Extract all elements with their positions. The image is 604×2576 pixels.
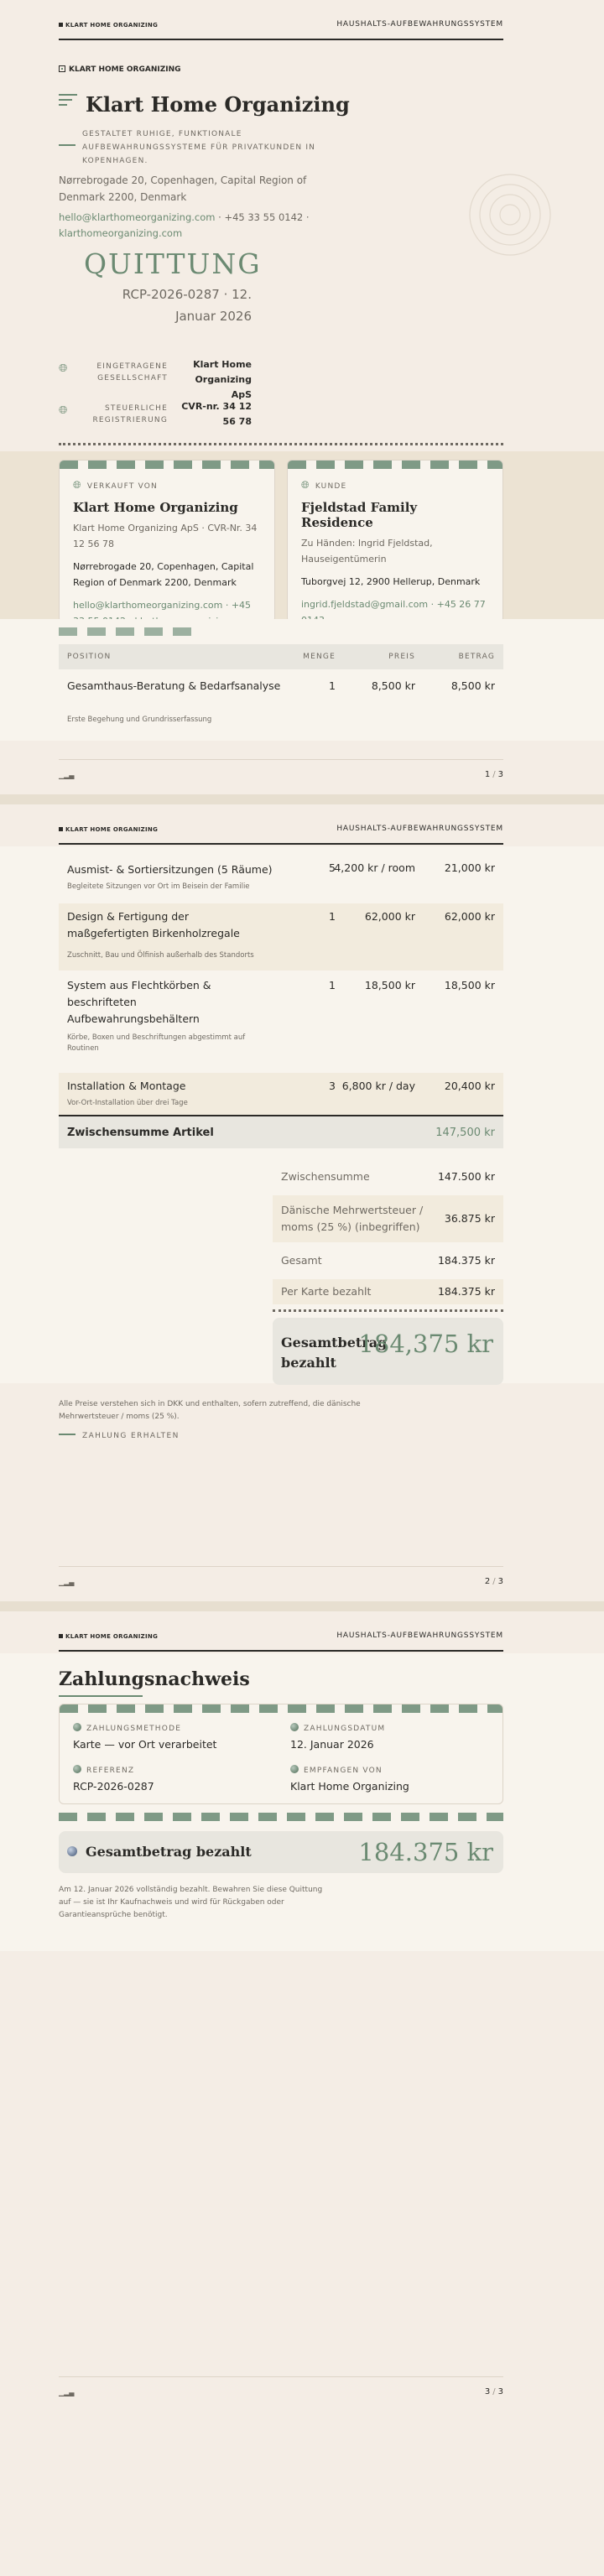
item-desc: Ausmist- & Sortiersitzungen (5 Räume) <box>67 863 273 876</box>
item-sub: Zuschnitt, Bau und Ölfinish außerhalb des Standorts <box>67 951 254 960</box>
buyer-attn: Zu Händen: Ingrid Fjeldstad, Hauseigentümerin <box>301 538 433 565</box>
item-desc: Installation & Montage <box>67 1080 186 1092</box>
item-amount: 62,000 kr <box>444 910 495 923</box>
item-amount: 8,500 kr <box>450 679 495 692</box>
total-value: 184.375 kr <box>437 1254 495 1267</box>
col-amount: BETRAG <box>458 653 495 661</box>
globe-icon: 🌐︎ <box>73 479 82 491</box>
company-email[interactable]: hello@klarthomeorganizing.com <box>59 211 216 223</box>
receipt-page-2 <box>0 804 604 1601</box>
company-name: Klart Home Organizing <box>86 92 350 117</box>
receipt-page-3 <box>0 1611 604 2408</box>
payment-date-field: ZAHLUNGSDATUM 12. Januar 2026 <box>290 1723 492 1751</box>
payment-recv-field: EMPFANGEN VON Klart Home Organizing <box>290 1765 492 1793</box>
payment-ref-field: REFERENZ RCP-2026-0287 <box>73 1765 274 1793</box>
card-stripe <box>288 461 502 469</box>
company-website[interactable]: klarthomeorganizing.com <box>59 227 183 239</box>
bullet-icon <box>290 1723 299 1731</box>
company-contact: hello@klarthomeorganizing.com · +45 33 55 0142 · klarthomeorganizing.com <box>59 211 310 239</box>
page-number: 1 / 3 <box>484 770 503 779</box>
bullet-icon <box>290 1765 299 1773</box>
payment-received-status: ZAHLUNG ERHALTEN <box>59 1432 180 1440</box>
table-header <box>59 644 503 669</box>
payment-note: Am 12. Januar 2026 vollständig bezahlt. Bewahren Sie diese Quittung auf — sie ist Ihr Kaufnachweis und wird für Rückgaben oder Garantieansprüche benötigt. <box>59 1886 323 1919</box>
page-footer <box>59 759 503 781</box>
item-qty: 3 <box>329 1080 336 1092</box>
header-brand: KLART HOME ORGANIZING <box>59 1633 158 1640</box>
seller-legal: Klart Home Organizing ApS · CVR-Nr. 34 12 56 78 <box>73 523 258 549</box>
receipt-number-date <box>84 284 252 327</box>
item-sub: Körbe, Boxen und Beschriftungen abgestimmt auf Routinen <box>67 1033 246 1053</box>
items-subtotal-row <box>59 1115 503 1148</box>
table-row <box>59 855 503 903</box>
item-price: 8,500 kr <box>371 679 415 692</box>
buyer-contact[interactable]: ingrid.fjeldstad@gmail.com · +45 26 77 <box>301 599 486 610</box>
seller-contact[interactable]: hello@klarthomeorganizing.com · +45 <box>73 600 252 611</box>
signal-bars-icon: ▁▂▄ <box>59 1579 75 1586</box>
company-address: Nørrebrogade 20, Copenhagen, Capital Region of Denmark 2200, Denmark <box>59 174 307 203</box>
card-stripe <box>60 1704 502 1713</box>
totals-total <box>273 1249 503 1274</box>
header-brand: KLART HOME ORGANIZING <box>59 826 158 833</box>
card-stripe <box>60 461 274 469</box>
item-qty: 1 <box>329 979 336 991</box>
brand-line <box>59 65 181 74</box>
totals-subtotal <box>273 1165 503 1190</box>
seller-address: Nørrebrogade 20, Copenhagen, Capital Region of Denmark 2200, Denmark <box>73 561 254 588</box>
receipt-page-1 <box>0 0 604 794</box>
payment-recv-value: Klart Home Organizing <box>290 1780 409 1793</box>
items-stripe <box>59 627 201 636</box>
vat-note: Alle Preise verstehen sich in DKK und enthalten, sofern zutreffend, die dänische Mehrwertsteuer / moms (25 %). <box>59 1400 361 1421</box>
item-desc: Design & Fertigung der maßgefertigten Birkenholzregale <box>67 910 240 939</box>
header-brand <box>59 22 158 29</box>
signal-bars-icon: ▁▂▄ <box>59 772 75 779</box>
total-paid-label: Gesamtbetrag bezahlt <box>86 1844 252 1860</box>
receipt-title: QUITTUNG <box>84 247 262 280</box>
payment-proof-title: Zahlungsnachweis <box>59 1668 250 1690</box>
buyer-name: Fjeldstad Family Residence <box>301 500 418 530</box>
payment-method-value: Karte — vor Ort verarbeitet <box>73 1738 217 1751</box>
company-phone: +45 33 55 0142 <box>224 211 304 223</box>
buyer-address: Tuborgvej 12, 2900 Hellerup, Denmark <box>301 576 481 587</box>
seller-card <box>59 460 275 623</box>
header-rule <box>59 843 503 845</box>
item-qty: 1 <box>329 910 336 923</box>
grand-total-box <box>273 1318 503 1385</box>
payment-date-value: 12. Januar 2026 <box>290 1738 374 1751</box>
header-system: HAUSHALTS-AUFBEWAHRUNGSSYSTEM <box>336 20 503 29</box>
item-price: 6,800 kr / day <box>341 1080 415 1092</box>
tax-registration-row <box>59 398 252 428</box>
card-value: 184.375 kr <box>437 1285 495 1298</box>
seller-name: Klart Home Organizing <box>73 500 238 515</box>
globe-icon: 🌐︎ <box>59 362 68 375</box>
header-rule <box>59 1650 503 1652</box>
title-underline <box>59 1695 143 1697</box>
grand-total-label: Gesamtbetrag bezahlt <box>281 1335 388 1371</box>
col-price: PREIS <box>388 653 415 661</box>
payment-method-field: ZAHLUNGSMETHODE Karte — vor Ort verarbeitet <box>73 1723 274 1751</box>
decorative-circles-icon <box>451 164 552 265</box>
vat-value: 36.875 kr <box>444 1212 495 1225</box>
header-system: HAUSHALTS-AUFBEWAHRUNGSSYSTEM <box>336 1631 503 1640</box>
subtotal-label: Zwischensumme <box>281 1170 370 1183</box>
table-row <box>59 972 503 1073</box>
tax-registration-value: CVR-nr. 34 12 56 78 <box>181 401 252 427</box>
payment-ref-value: RCP-2026-0287 <box>73 1780 154 1793</box>
grand-total-value: 184,375 kr <box>358 1330 493 1358</box>
col-position: POSITION <box>67 653 112 661</box>
globe-icon: 🌐︎ <box>301 479 310 491</box>
page-footer <box>59 1566 503 1588</box>
receipt-number: RCP-2026-0287 · 12. <box>122 287 252 302</box>
item-desc: System aus Flechtkörben & beschrifteten Aufbewahrungsbehältern <box>67 979 211 1025</box>
items-subtotal-label: Zwischensumme Artikel <box>67 1127 214 1139</box>
dotted-divider <box>273 1309 503 1312</box>
item-desc: Gesamthaus-Beratung & Bedarfsanalyse <box>67 679 281 692</box>
item-amount: 18,500 kr <box>444 979 495 991</box>
tagline-rule <box>59 144 76 146</box>
page-number: 2 / 3 <box>484 1577 503 1586</box>
page-number: 3 / 3 <box>484 2387 503 2396</box>
bullet-icon <box>67 1846 77 1856</box>
tax-registration-label: STEUERLICHE REGISTRIERUNG <box>92 404 168 424</box>
menu-lines-icon <box>59 94 77 109</box>
item-sub: Erste Begehung und Grundrisserfassung <box>67 716 212 724</box>
totals-vat <box>273 1195 503 1242</box>
globe-icon: 🌐︎ <box>59 404 68 417</box>
header-brand-text: KLART HOME ORGANIZING <box>65 22 159 29</box>
brand-line-text: KLART HOME ORGANIZING <box>69 65 181 74</box>
item-sub: Begleitete Sitzungen vor Ort im Beisein der Familie <box>67 882 250 891</box>
page-footer <box>59 2376 503 2398</box>
item-qty: 5 <box>329 861 336 874</box>
item-price: 62,000 kr <box>364 910 415 923</box>
receipt-date: Januar 2026 <box>175 309 252 324</box>
table-row <box>59 1073 503 1115</box>
total-paid-box <box>59 1831 503 1873</box>
seller-head: 🌐︎ VERKAUFT VON <box>73 479 158 491</box>
signal-bars-icon: ▁▂▄ <box>59 2389 75 2396</box>
page-separator <box>0 1601 604 1611</box>
payment-stripe <box>59 1813 503 1821</box>
bullet-icon <box>73 1765 81 1773</box>
table-row <box>59 903 503 971</box>
logo-icon <box>59 65 65 72</box>
registered-company-label: EINGETRAGENE GESELLSCHAFT <box>96 362 168 382</box>
item-amount: 20,400 kr <box>444 1080 495 1092</box>
item-price: 4,200 kr / room <box>334 861 415 874</box>
totals-card <box>273 1279 503 1304</box>
table-row <box>59 674 503 733</box>
header-rule <box>59 39 503 40</box>
payment-card <box>59 1704 503 1804</box>
subtotal-value: 147.500 kr <box>437 1170 495 1183</box>
col-qty: MENGE <box>303 653 336 661</box>
buyer-card <box>287 460 503 623</box>
item-amount: 21,000 kr <box>444 861 495 874</box>
registered-company-value: Klart Home Organizing ApS <box>193 359 252 400</box>
vat-label: Dänische Mehrwertsteuer / moms (25 %) (inbegriffen) <box>281 1204 424 1233</box>
page-header <box>0 1611 604 1653</box>
buyer-head: 🌐︎ KUNDE <box>301 479 347 491</box>
page-header <box>0 0 604 42</box>
registered-company-row <box>59 356 252 400</box>
page-separator <box>0 794 604 804</box>
header-system: HAUSHALTS-AUFBEWAHRUNGSSYSTEM <box>336 825 503 833</box>
item-price: 18,500 kr <box>364 979 415 991</box>
dotted-divider <box>59 443 503 445</box>
bullet-icon <box>73 1723 81 1731</box>
total-label: Gesamt <box>281 1254 322 1267</box>
total-paid-value: 184.375 kr <box>358 1838 493 1866</box>
item-sub: Vor-Ort-Installation über drei Tage <box>67 1099 188 1107</box>
items-subtotal-value: 147,500 kr <box>435 1127 495 1139</box>
item-qty: 1 <box>329 679 336 692</box>
company-tagline: GESTALTET RUHIGE, FUNKTIONALE AUFBEWAHRUNGSSYSTEME FÜR PRIVATKUNDEN IN KOPENHAGEN. <box>82 130 316 165</box>
page-header <box>0 804 604 846</box>
card-label: Per Karte bezahlt <box>281 1285 372 1298</box>
